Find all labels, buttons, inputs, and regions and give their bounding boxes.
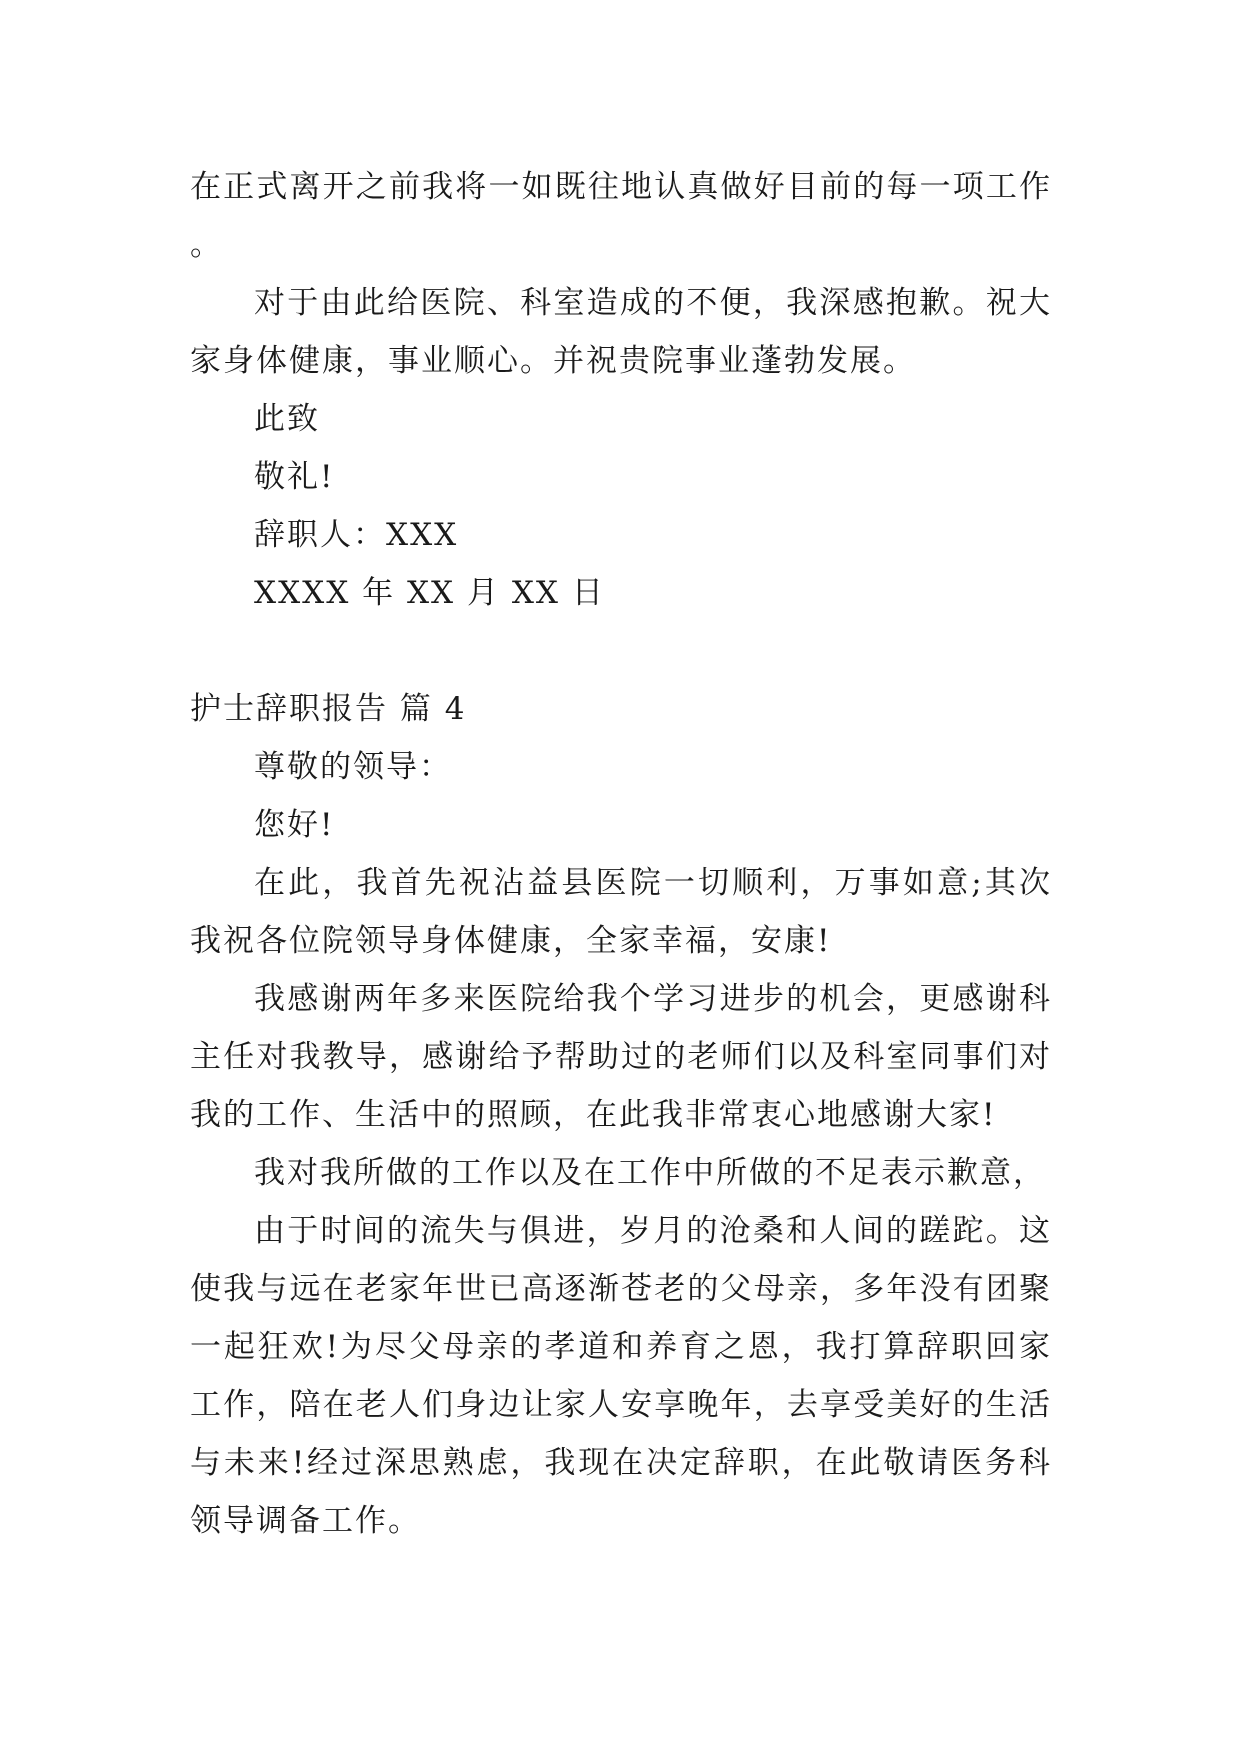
greeting-hello: 您好!	[254, 807, 335, 843]
paragraph-wishes: 在此，我首先祝沾益县医院一切顺利，万事如意;其次我祝各位院领导身体健康，全家幸福，安康!	[190, 865, 1052, 959]
document-body	[190, 158, 1052, 1550]
closing-regards: 敬礼!	[254, 459, 335, 495]
closing-salutation: 此致	[254, 401, 320, 437]
date-line: XXXX 年 XX 月 XX 日	[254, 575, 605, 611]
paragraph-apology: 对于由此给医院、科室造成的不便，我深感抱歉。祝大家身体健康，事业顺心。并祝贵院事业蓬勃发展。	[190, 285, 1052, 379]
paragraph-continuation: 在正式离开之前我将一如既往地认真做好目前的每一项工作。	[190, 169, 1052, 263]
paragraph-reason: 由于时间的流失与俱进，岁月的沧桑和人间的蹉跎。这使我与远在老家年世已高逐渐苍老的父母亲，多年没有团聚一起狂欢!为尽父母亲的孝道和养育之恩，我打算辞职回家工作，陪在老人们身边让家人安享晚年，去享受美好的生活与未来!经过深思熟虑，我现在决定辞职，在此敬请医务科领导调备工作。	[190, 1213, 1052, 1539]
section-heading: 护士辞职报告 篇 4	[190, 691, 467, 727]
signature-line: 辞职人：XXX	[254, 517, 459, 553]
greeting-recipient: 尊敬的领导：	[254, 749, 452, 785]
paragraph-apology-work: 我对我所做的工作以及在工作中所做的不足表示歉意，	[254, 1155, 1046, 1191]
paragraph-thanks: 我感谢两年多来医院给我个学习进步的机会，更感谢科主任对我教导，感谢给予帮助过的老师们以及科室同事们对我的工作、生活中的照顾，在此我非常衷心地感谢大家!	[190, 981, 1052, 1133]
